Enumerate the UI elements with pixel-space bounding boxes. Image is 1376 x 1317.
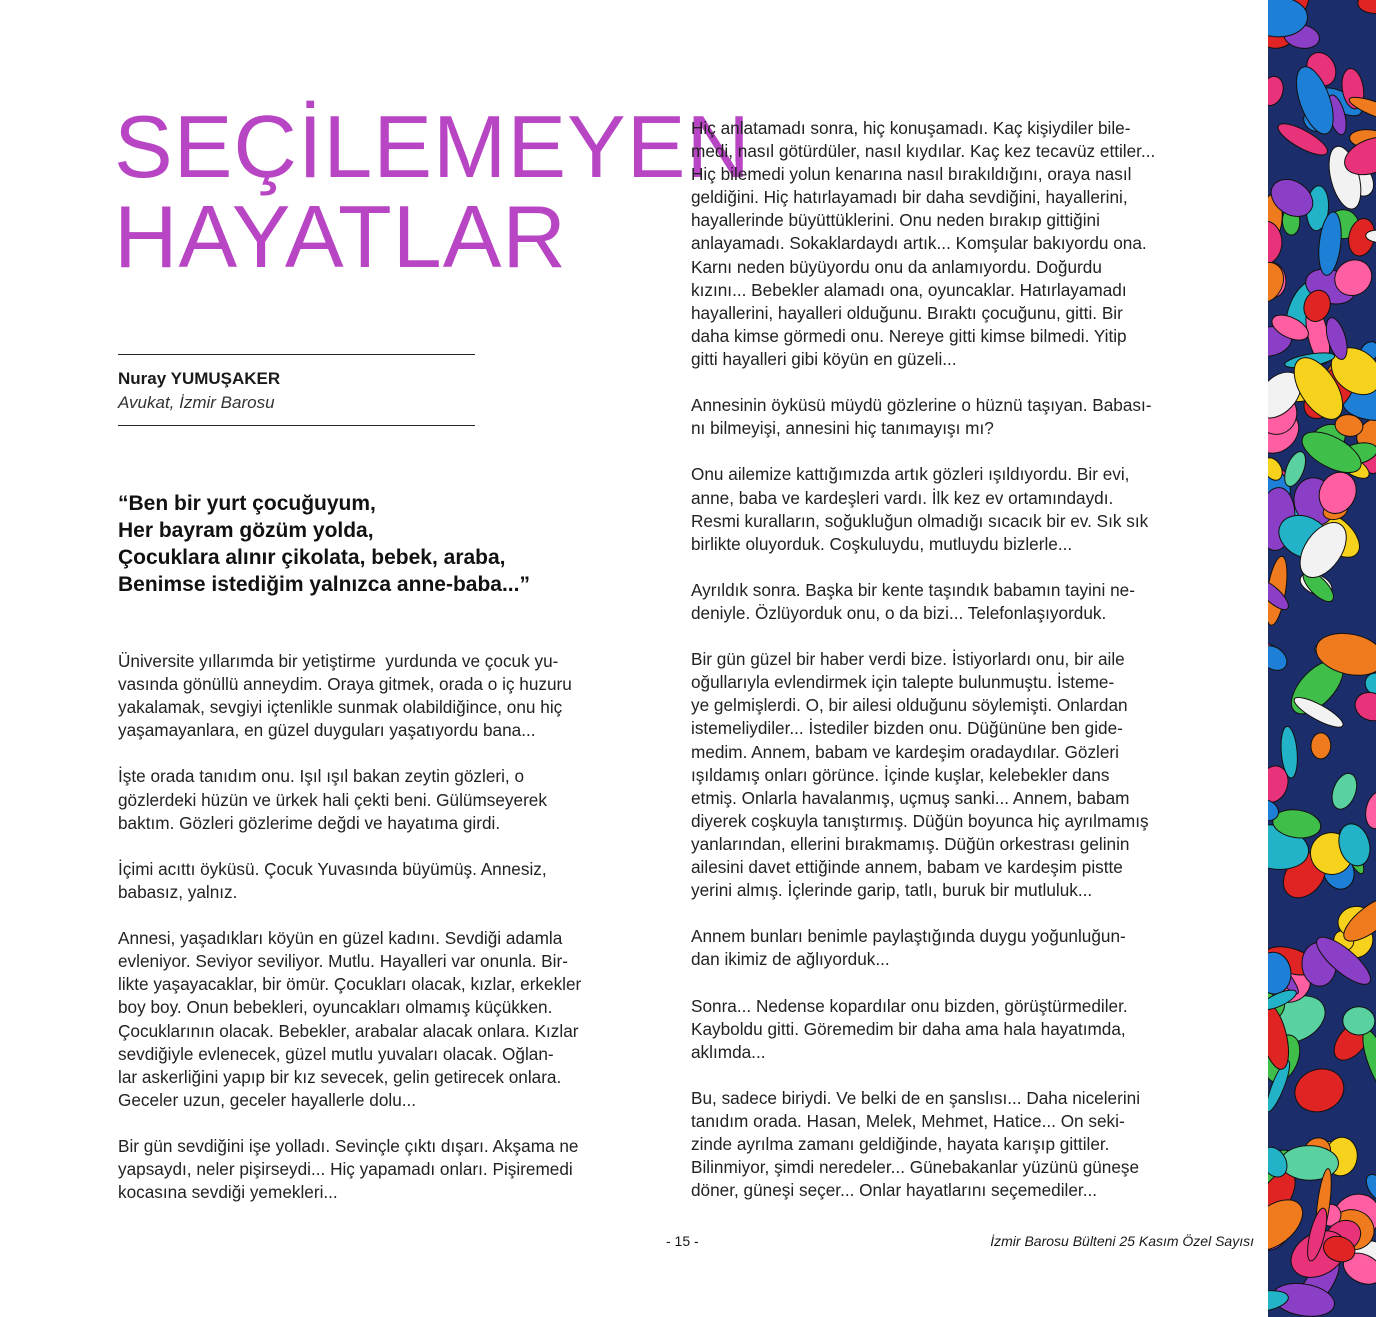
left-column — [118, 650, 581, 1227]
pull-quote: “Ben bir yurt çocuğuyum, Her bayram gözüm yolda, Çocuklara alınır çikolata, bebek, araba, Benimse istediğim yalnızca anne-baba...” — [118, 492, 530, 596]
paragraph: Ayrıldık sonra. Başka bir kente taşındık babamın tayini ne- deniyle. Özlüyorduk onu, o da bizi... Telefonlaşıyorduk. — [691, 579, 1135, 623]
paragraph: Onu ailemize kattığımızda artık gözleri ışıldıyordu. Bir evi, anne, baba ve kardeşleri vardı. İlk kez ev ortamındaydı. Resmi kuralların, soğukluğun olmadığı sıcacık bir ev. Sık sık birlikte oluyorduk. Coşkuluydu, mutluydu bizlerle... — [691, 464, 1149, 554]
butterfly-wing — [1268, 73, 1287, 108]
paragraph: Annesi, yaşadıkları köyün en güzel kadını. Sevdiği adamla evleniyor. Seviyor seviliyor. Mutlu. Hayalleri var onunla. Bir- likte yaşayacaklar, bir ömür. Çocukları olacak, kızlar, erkekler boy boy. Onun bebekleri, oyuncakları olmamış küçükken. Çocuklarının olacak. Bebekler, arabalar alacak onlara. Kızlar sevdiğiyle evlenecek, güzel mutlu yuvaları olacak. Oğlan- lar askerliğini yapıp bir kız sevecek, gelin getirecek onlara. Geceler uzun, geceler hayallerle dolu... — [118, 928, 582, 1110]
paragraph: Bir gün güzel bir haber verdi bize. İstiyorlardı onu, bir aile oğullarıyla evlendirmek için talepte bulunmuştu. İsteme- ye gelmişlerdi. O, bir ailesi olduğunu söylemişti. Onlardan istemeliydiler... İstediler bizden onu. Düğününe ben gide- medim. Annem, babam ve kardeşim oradaydılar. Gözleri ışıldamış onları görünce. İçinde kuşlar, kelebekler dans etmiş. Onlarla havalanmış, uçmuş sanki... Annem, babam diyerek coşkuyla tanıştırmış. Düğün boyunca hiç ayrılmamış yanlarından, ellerini bırakmamış. Düğün orkestrası gelinin ailesini davet ettiğinde annem, babam ve kardeşim pistte yerini almış. İçlerinde garip, tatlı, buruk bir mutluluk... — [691, 649, 1149, 901]
right-column — [691, 117, 1155, 1226]
paragraph: Sonra... Nedense kopardılar onu bizden, görüştürmediler. Kayboldu gitti. Göremedim bir daha ama hala hayatımda, aklımda... — [691, 995, 1128, 1062]
paragraph: Bu, sadece biriydi. Ve belki de en şanslısı... Daha nicelerini tanıdım orada. Hasan, Melek, Mehmet, Hatice... On seki- zinde ayrılma zamanı geldiğinde, hayata karışıp gittiler. Bilinmiyor, şimdi neredeler... Günebakanlar yüzünü güneşe döner, güneşi seçer... Onlar hayatlarını seçemediler... — [691, 1087, 1141, 1201]
paragraph: Bir gün sevdiğini işe yolladı. Sevinçle çıktı dışarı. Akşama ne yapsaydı, neler pişirseydi... Hiç yapamadı onları. Pişiremedi kocasına sevdiği yemekleri... — [118, 1135, 579, 1203]
author-role: Avukat, İzmir Barosu — [118, 393, 275, 412]
paragraph: Üniversite yıllarımda bir yetiştirme yurdunda ve çocuk yu- vasında gönüllü anneydim. Oraya gitmek, orada o iç huzuru yakalamak, sevgiyi içtenlikle sunmak olabildiğince, onu hiç yaşamayanlara, en güzel duyguları yaşatıyordu bana... — [118, 651, 572, 741]
paragraph: Annesinin öyküsü müydü gözlerine o hüznü taşıyan. Babası- nı bilmeyişi, annesini hiç tanımayışı mı? — [691, 395, 1152, 439]
author-block — [118, 367, 280, 415]
butterfly-wing — [1289, 1062, 1350, 1118]
divider-bottom — [118, 425, 475, 426]
page-number: - 15 - — [666, 1233, 699, 1249]
butterfly-wing — [1311, 733, 1331, 759]
butterfly-wing — [1268, 256, 1291, 310]
paragraph: İşte orada tanıdım onu. Işıl ışıl bakan zeytin gözleri, o gözlerdeki hüzün ve ürkek hali çekti beni. Gülümseyerek baktım. Gözleri gözlerime değdi ve hayatıma girdi. — [118, 766, 547, 833]
paragraph: İçimi acıttı öyküsü. Çocuk Yuvasında büyümüş. Annesiz, babasız, yalnız. — [118, 858, 547, 902]
butterfly-wing — [1362, 790, 1376, 831]
butterfly-wing — [1357, 0, 1376, 14]
publication-name: İzmir Barosu Bülteni 25 Kasım Özel Sayısı — [990, 1233, 1254, 1249]
butterfly-wing — [1351, 688, 1376, 726]
butterfly-image-strip — [1268, 0, 1376, 1317]
butterfly-wing — [1268, 641, 1292, 676]
paragraph: Hiç anlatamadı sonra, hiç konuşamadı. Kaç kişiydiler bile- medi, nasıl götürdüler, nasıl kıydılar. Kaç kez tecavüz ettiler... Hiç bilemedi yolun kenarına nasıl bırakıldığını, oraya nasıl geldiğini. Hiç hatırlayamadı bir daha sevdiğini, hayallerini, hayallerinde büyüttüklerini. Onu neden bırakıp gittiğini anlayamadı. Sokaklardaydı artık... Komşular bakıyordu ona. Karnı neden büyüyordu onu da anlamıyordu. Doğurdu kızını... Bebekler alamadı ona, oyuncaklar. Hatırlayamadı hayallerini, hayalleri olduğunu. Bıraktı çocuğunu, gitti. Bir daha kimse görmedi onu. Nereye gitti kimse bilmedi. Yitip gitti hayalleri gibi köyün en güzeli... — [691, 118, 1156, 369]
author-name: Nuray YUMUŞAKER — [118, 369, 281, 388]
butterfly-wing — [1327, 770, 1361, 813]
divider-top — [118, 354, 475, 355]
butterfly-pattern — [1268, 0, 1376, 1317]
article-title: SEÇİLEMEYEN HAYATLAR — [114, 97, 751, 286]
paragraph: Annem bunları benimle paylaştığında duygu yoğunluğun- dan ikimiz de ağlıyorduk... — [691, 926, 1126, 970]
